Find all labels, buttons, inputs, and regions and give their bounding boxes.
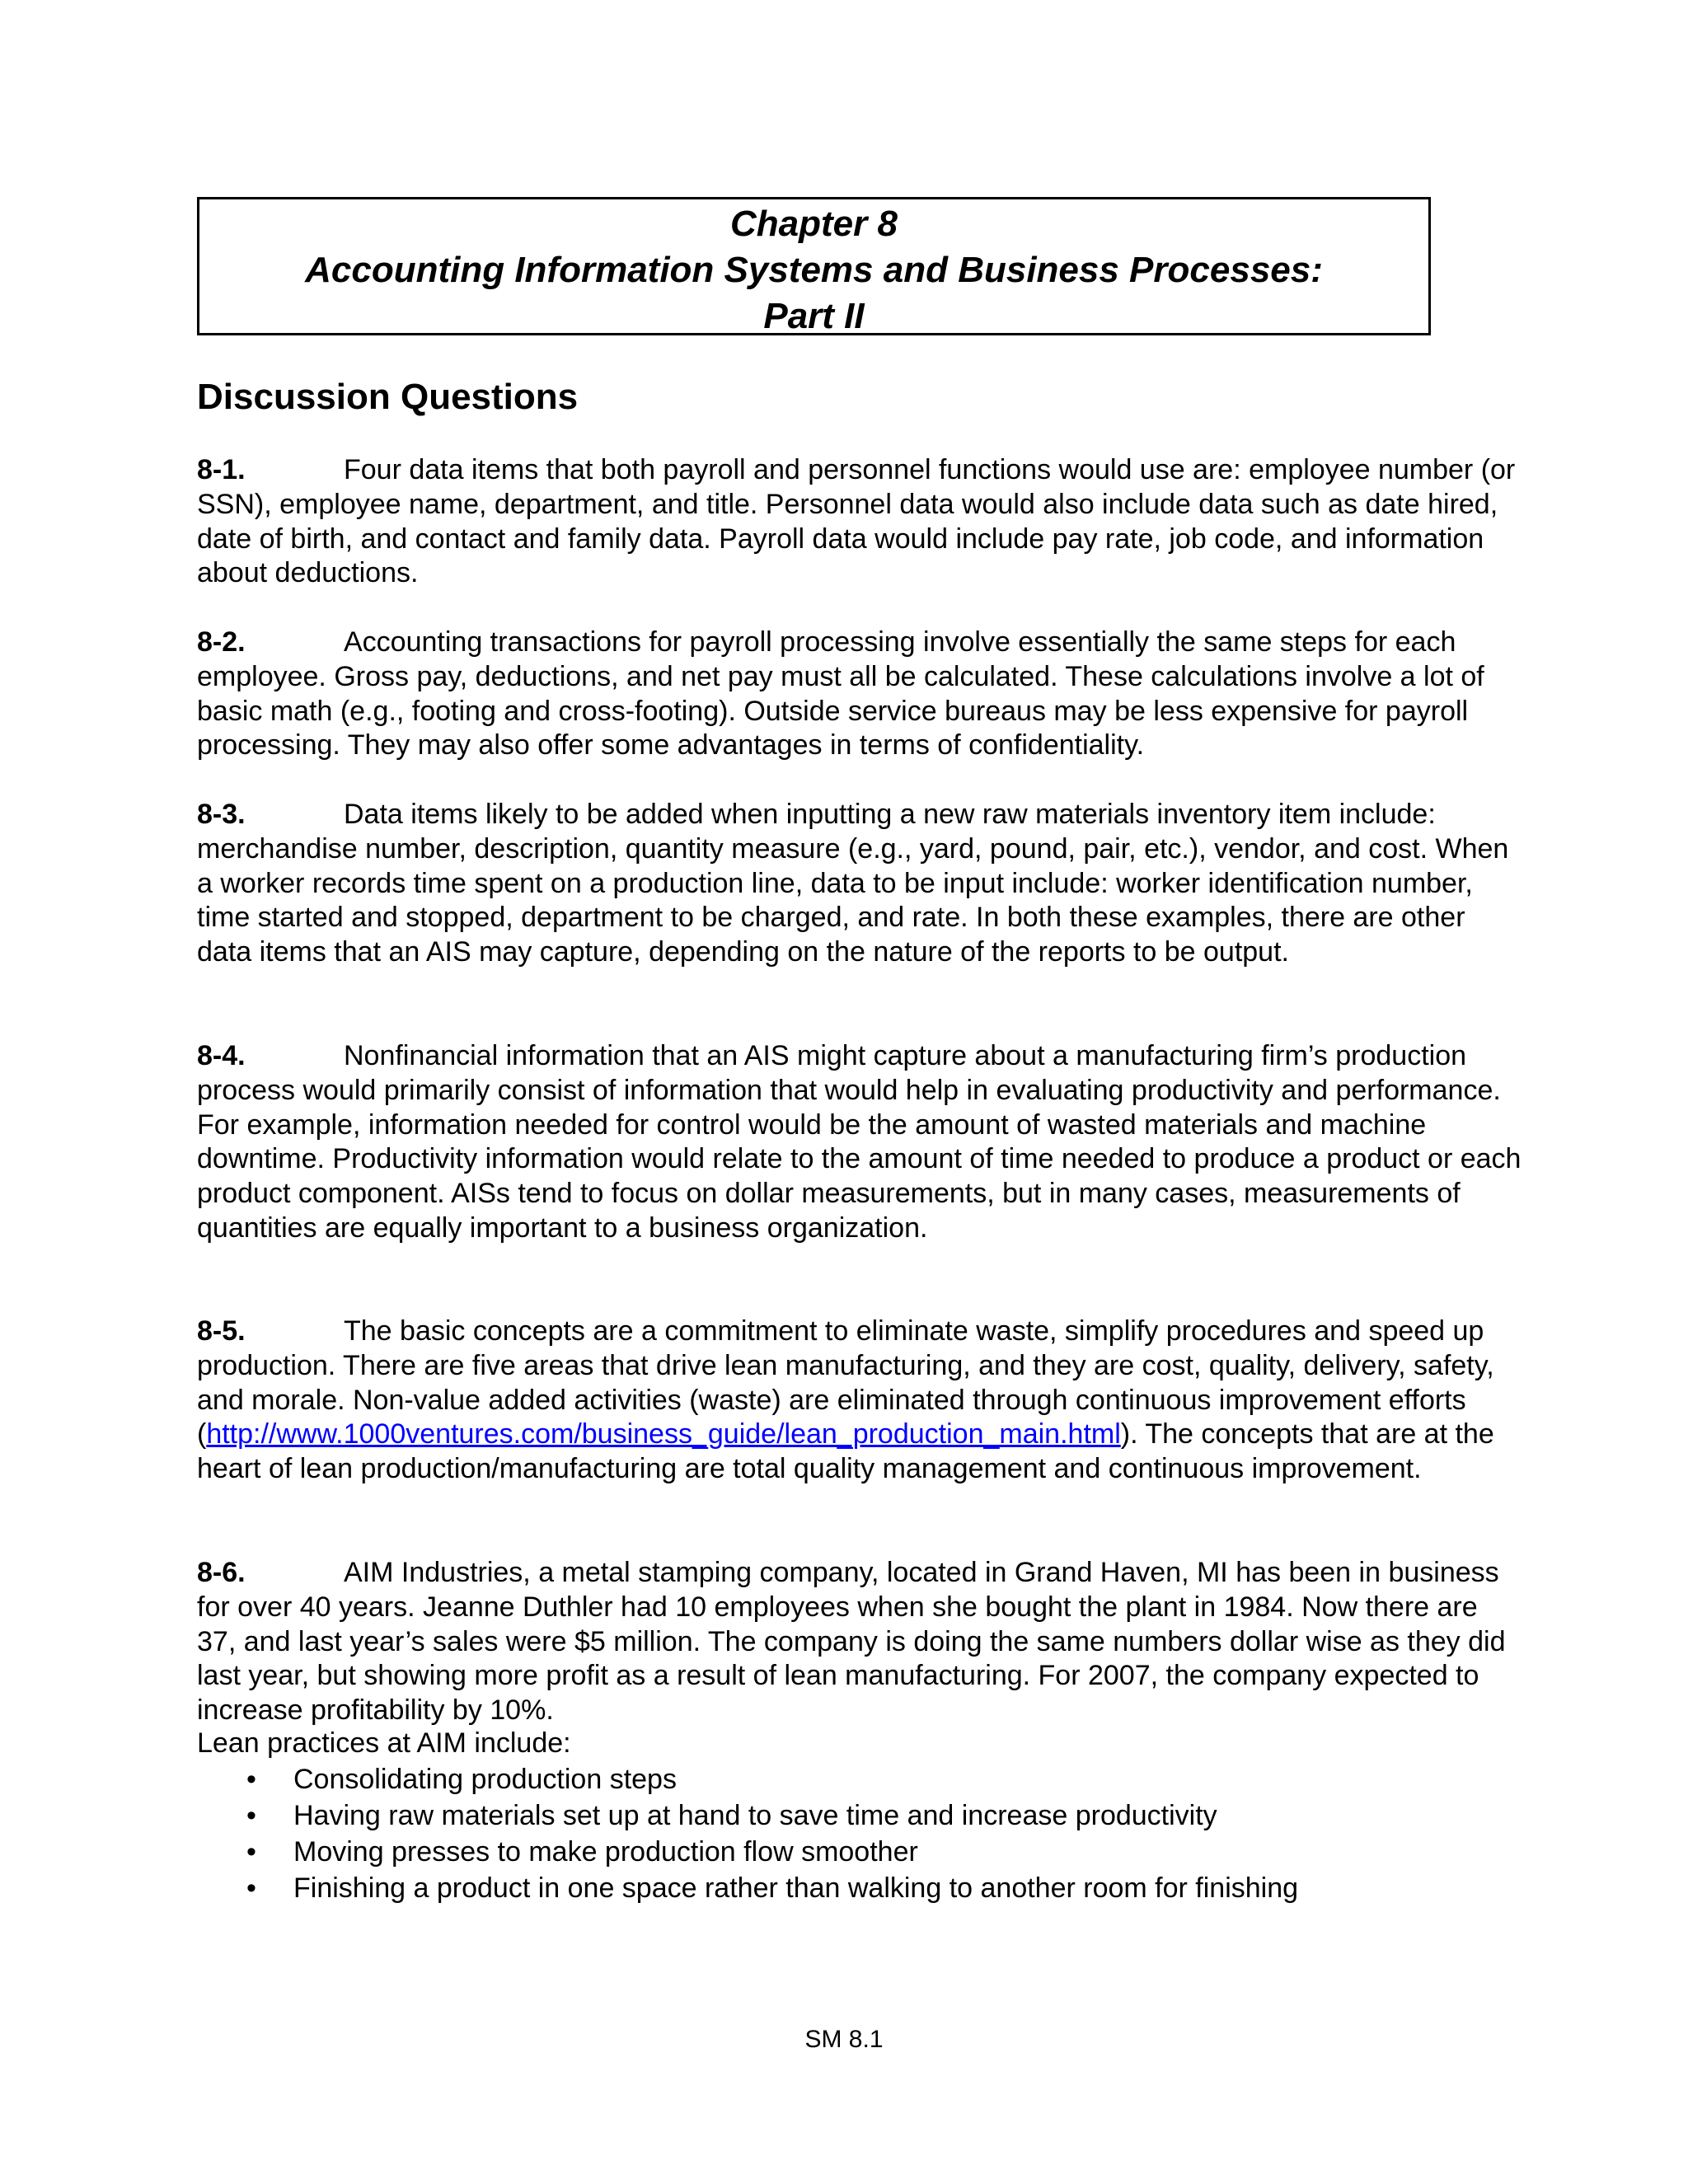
chapter-title-box: [197, 197, 1431, 335]
list-item-text: Having raw materials set up at hand to save time and increase productivity: [293, 1800, 1217, 1831]
question-text: AIM Industries, a metal stamping company, located in Grand Haven, MI has been in business for over 40 years. Jeanne Duthler had 10 employees when she bought the plant in 1984. Now there are 37, and last year’s sales were $5 million. The company is doing the same numbers dollar wise as they did last year, but showing more profit as a result of lean manufacturing. For 2007, the company expected to increase profitability by 10%.: [197, 1557, 1506, 1727]
lean-practices-list: [197, 1761, 1298, 1906]
question-8-4: [197, 1039, 1524, 1246]
question-number: 8-3.: [197, 799, 246, 830]
chapter-number: Chapter 8: [730, 204, 898, 244]
question-number: 8-4.: [197, 1040, 246, 1071]
bullet-icon: •: [246, 1800, 256, 1831]
bullet-icon: •: [246, 1836, 256, 1868]
question-number: 8-1.: [197, 454, 246, 485]
question-8-5: [197, 1315, 1524, 1487]
bullet-icon: •: [246, 1872, 256, 1904]
bullet-icon: •: [246, 1764, 256, 1795]
list-item-text: Finishing a product in one space rather than walking to another room for finishing: [293, 1872, 1299, 1904]
list-item-text: Moving presses to make production flow smoother: [293, 1836, 918, 1868]
question-text: Four data items that both payroll and personnel functions would use are: employee number (or SSN), employee name, department, and title. Personnel data would also include data such as date hired, date of birth, and contact and family data. Payroll data would include pay rate, job code, and information about deductions.: [197, 454, 1516, 589]
question-number: 8-2.: [197, 626, 246, 658]
page-footer: SM 8.1: [804, 2026, 884, 2053]
chapter-title-line-2: Part II: [763, 296, 865, 336]
question-text-before-link: The basic concepts are a commitment to eliminate waste, simplify procedures and speed up production. There are five areas that drive lean manufacturing, and they are cost, quality, delivery, safety, and morale. Non-value added activities (waste) are eliminated through continuous improvement efforts (: [197, 1315, 1494, 1451]
list-item: [197, 1761, 1298, 1797]
question-number: 8-5.: [197, 1315, 246, 1347]
list-item-text: Consolidating production steps: [293, 1764, 677, 1795]
question-8-2: [197, 626, 1524, 763]
question-text: Data items likely to be added when inputting a new raw materials inventory item include: merchandise number, description, quantity measure (e.g., yard, pound, pair, etc.), vendor, and cost. When a worker records time spent on a production line, data to be input include: worker identification number, time started and stopped, department to be charged, and rate. In both these examples, there are other data items that an AIS may capture, depending on the nature of the reports to be output.: [197, 799, 1509, 968]
question-number: 8-6.: [197, 1557, 246, 1588]
question-8-1: [197, 453, 1524, 591]
lean-practices-intro: Lean practices at AIM include:: [197, 1727, 571, 1759]
section-heading: Discussion Questions: [197, 377, 579, 417]
question-text-after-link: ). The concepts that are at the heart of lean production/manufacturing are total quality management and continuous improvement.: [197, 1418, 1494, 1485]
question-8-3: [197, 798, 1524, 970]
chapter-title-line-1: Accounting Information Systems and Business Processes:: [305, 250, 1323, 290]
lean-production-link[interactable]: http://www.1000ventures.com/business_guide/lean_production_main.html: [206, 1418, 1121, 1451]
list-item: [197, 1870, 1298, 1906]
list-item: [197, 1834, 1298, 1870]
question-8-6: [197, 1556, 1524, 1728]
list-item: [197, 1797, 1298, 1834]
question-text: Nonfinancial information that an AIS might capture about a manufacturing firm’s production process would primarily consist of information that would help in evaluating productivity and performance. For example, information needed for control would be the amount of wasted materials and machine downtime. Productivity information would relate to the amount of time needed to produce a product or each product component. AISs tend to focus on dollar measurements, but in many cases, measurements of quantities are equally important to a business organization.: [197, 1040, 1522, 1244]
question-text: Accounting transactions for payroll processing involve essentially the same steps for each employee. Gross pay, deductions, and net pay must all be calculated. These calculations involve a lot of basic math (e.g., footing and cross-footing). Outside service bureaus may be less expensive for payroll processing. They may also offer some advantages in terms of confidentiality.: [197, 626, 1484, 762]
